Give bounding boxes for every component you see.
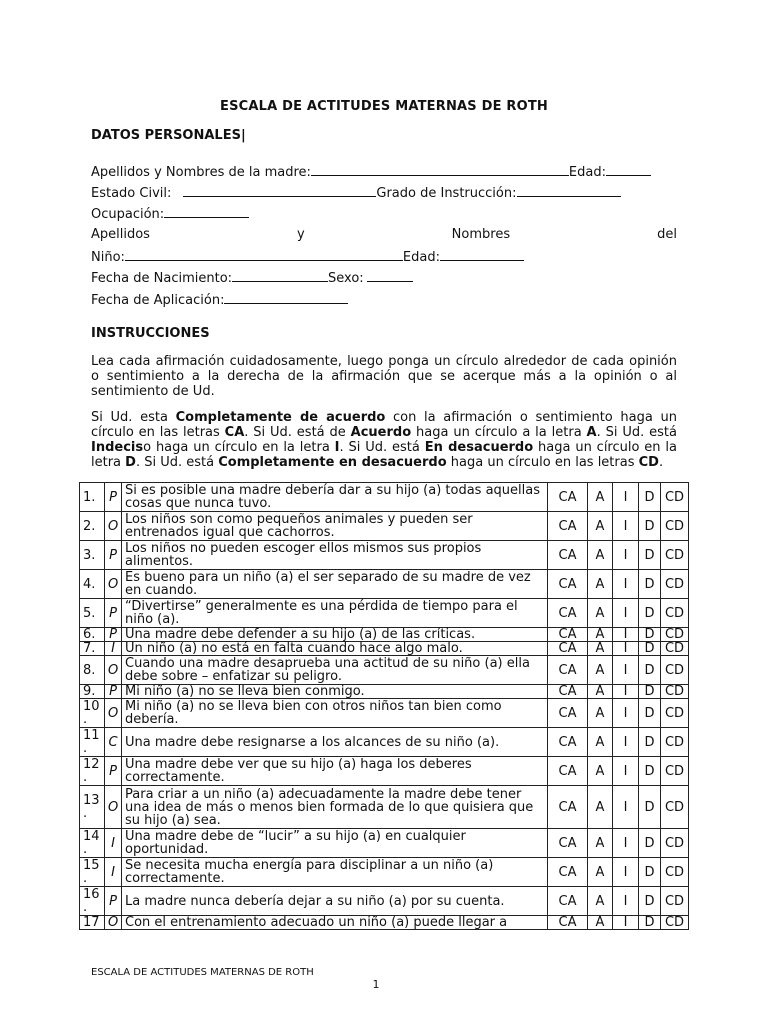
item-number: 17 — [80, 916, 105, 930]
option-a[interactable]: A — [588, 887, 613, 916]
item-statement: Una madre debe de “lucir” a su hijo (a) en cualquier oportunidad. — [122, 829, 548, 858]
item-row — [80, 656, 689, 685]
item-statement: “Divertirse” generalmente es una pérdida de tiempo para el niño (a). — [122, 599, 548, 628]
option-i[interactable]: I — [613, 887, 639, 916]
child-word-3: Nombres — [451, 227, 511, 242]
option-d[interactable]: D — [639, 685, 661, 699]
option-cd[interactable]: CD — [661, 699, 689, 728]
option-a[interactable]: A — [588, 483, 613, 512]
option-a[interactable]: A — [588, 599, 613, 628]
option-d[interactable]: D — [639, 916, 661, 930]
option-i[interactable]: I — [613, 483, 639, 512]
option-ca[interactable]: CA — [548, 916, 588, 930]
item-number: 14 . — [80, 829, 105, 858]
occupation-label: Ocupación: — [91, 207, 165, 222]
option-d[interactable]: D — [639, 829, 661, 858]
option-ca[interactable]: CA — [548, 512, 588, 541]
item-category: O — [105, 656, 122, 685]
item-number: 10 . — [80, 699, 105, 728]
sex-label: Sexo: — [328, 271, 364, 286]
p2-bold: Indecis — [91, 440, 144, 455]
option-d[interactable]: D — [639, 728, 661, 757]
option-i[interactable]: I — [613, 916, 639, 930]
p2-text: . — [658, 455, 664, 470]
option-d[interactable]: D — [639, 699, 661, 728]
item-category: O — [105, 699, 122, 728]
item-statement: La madre nunca debería dejar a su niño (a) por su cuenta. — [122, 887, 548, 916]
option-a[interactable]: A — [588, 541, 613, 570]
option-a[interactable]: A — [588, 685, 613, 699]
p2-text: . Si Ud. está — [596, 425, 677, 440]
item-category: I — [105, 858, 122, 887]
option-i[interactable]: I — [613, 757, 639, 786]
item-statement: Cuando una madre desaprueba una actitud de su niño (a) ella debe sobre – enfatizar su peligro. — [122, 656, 548, 685]
option-i[interactable]: I — [613, 829, 639, 858]
item-statement: Los niños son como pequeños animales y pueden ser entrenados igual que cachorros. — [122, 512, 548, 541]
option-i[interactable]: I — [613, 599, 639, 628]
instructions-heading: INSTRUCCIONES — [91, 326, 210, 341]
child-word-4: del — [657, 227, 677, 242]
p2-bold: CA — [224, 425, 245, 440]
item-row — [80, 628, 689, 642]
option-i[interactable]: I — [613, 699, 639, 728]
option-ca[interactable]: CA — [548, 483, 588, 512]
option-cd[interactable]: CD — [661, 512, 689, 541]
option-cd[interactable]: CD — [661, 656, 689, 685]
option-ca[interactable]: CA — [548, 829, 588, 858]
option-d[interactable]: D — [639, 757, 661, 786]
item-row — [80, 786, 689, 829]
item-row — [80, 887, 689, 916]
document-title: ESCALA DE ACTITUDES MATERNAS DE ROTH — [220, 99, 548, 114]
option-a[interactable]: A — [588, 728, 613, 757]
item-number: 4. — [80, 570, 105, 599]
option-cd[interactable]: CD — [661, 858, 689, 887]
option-i[interactable]: I — [613, 728, 639, 757]
child-name-label: Niño: — [91, 250, 125, 265]
item-row — [80, 599, 689, 628]
option-ca[interactable]: CA — [548, 570, 588, 599]
item-number: 7. — [80, 642, 105, 656]
sex-blank[interactable] — [367, 269, 413, 282]
option-d[interactable]: D — [639, 786, 661, 829]
option-cd[interactable]: CD — [661, 829, 689, 858]
child-age-blank[interactable] — [440, 248, 524, 261]
option-d[interactable]: D — [639, 512, 661, 541]
item-statement: Una madre debe defender a su hijo (a) de las críticas. — [122, 628, 548, 642]
option-ca[interactable]: CA — [548, 757, 588, 786]
p2-bold: Completamente de acuerdo — [175, 410, 386, 425]
education-blank[interactable] — [517, 184, 621, 197]
p2-bold: En desacuerdo — [424, 440, 534, 455]
option-a[interactable]: A — [588, 512, 613, 541]
item-row — [80, 685, 689, 699]
item-category: I — [105, 642, 122, 656]
item-row — [80, 858, 689, 887]
option-cd[interactable]: CD — [661, 685, 689, 699]
option-d[interactable]: D — [639, 656, 661, 685]
option-i[interactable]: I — [613, 541, 639, 570]
item-category: P — [105, 483, 122, 512]
item-number: 5. — [80, 599, 105, 628]
item-number: 6. — [80, 628, 105, 642]
item-number: 9. — [80, 685, 105, 699]
item-category: P — [105, 541, 122, 570]
option-ca[interactable]: CA — [548, 642, 588, 656]
option-d[interactable]: D — [639, 483, 661, 512]
option-cd[interactable]: CD — [661, 916, 689, 930]
item-category: O — [105, 570, 122, 599]
item-number: 11 . — [80, 728, 105, 757]
item-row — [80, 642, 689, 656]
option-i[interactable]: I — [613, 685, 639, 699]
p2-bold: Completamente en desacuerdo — [218, 455, 447, 470]
education-label: Grado de Instrucción: — [376, 186, 517, 201]
option-d[interactable]: D — [639, 541, 661, 570]
item-category: P — [105, 599, 122, 628]
item-statement: Mi niño (a) no se lleva bien con otros niños tan bien como debería. — [122, 699, 548, 728]
option-cd[interactable]: CD — [661, 599, 689, 628]
item-row — [80, 916, 689, 930]
application-date-blank[interactable] — [224, 291, 348, 304]
item-row — [80, 512, 689, 541]
item-statement: Un niño (a) no está en falta cuando hace algo malo. — [122, 642, 548, 656]
child-age-label: Edad: — [402, 250, 440, 265]
item-statement: Una madre debe ver que su hijo (a) haga los deberes correctamente. — [122, 757, 548, 786]
option-cd[interactable]: CD — [661, 541, 689, 570]
option-cd[interactable]: CD — [661, 728, 689, 757]
child-name-line — [91, 248, 524, 265]
p2-text: . Si Ud. está de — [244, 425, 351, 440]
option-d[interactable]: D — [639, 570, 661, 599]
item-statement: Mi niño (a) no se lleva bien conmigo. — [122, 685, 548, 699]
item-category: O — [105, 512, 122, 541]
option-ca[interactable]: CA — [548, 728, 588, 757]
item-row — [80, 829, 689, 858]
birth-date-blank[interactable] — [232, 269, 328, 282]
p2-text: haga un círculo en las letras — [446, 455, 639, 470]
p2-bold: Acuerdo — [350, 425, 412, 440]
item-number: 16 . — [80, 887, 105, 916]
p2-bold: D — [125, 455, 136, 470]
item-statement: Si es posible una madre debería dar a su hijo (a) todas aquellas cosas que nunca tuvo. — [122, 483, 548, 512]
option-cd[interactable]: CD — [661, 786, 689, 829]
item-statement: Una madre debe resignarse a los alcances de su niño (a). — [122, 728, 548, 757]
option-a[interactable]: A — [588, 699, 613, 728]
civil-status-line — [91, 184, 621, 201]
option-cd[interactable]: CD — [661, 483, 689, 512]
item-category: O — [105, 786, 122, 829]
item-category: C — [105, 728, 122, 757]
option-ca[interactable]: CA — [548, 699, 588, 728]
child-word-2: y — [296, 227, 305, 242]
item-statement: Se necesita mucha energía para disciplinar a un niño (a) correctamente. — [122, 858, 548, 887]
personal-data-heading: DATOS PERSONALES| — [91, 128, 246, 143]
items-table — [79, 482, 689, 930]
application-date-line — [91, 291, 348, 308]
mother-name-line — [91, 163, 651, 180]
instructions-paragraph-2 — [91, 410, 677, 470]
option-i[interactable]: I — [613, 570, 639, 599]
option-i[interactable]: I — [613, 858, 639, 887]
item-category: P — [105, 757, 122, 786]
child-name-words — [91, 227, 677, 242]
p2-text: o haga un círculo en la letra — [143, 440, 335, 455]
application-date-label: Fecha de Aplicación: — [91, 293, 225, 308]
item-row — [80, 728, 689, 757]
item-number: 3. — [80, 541, 105, 570]
p2-text: haga un círculo en la letra — [91, 440, 677, 470]
birth-date-label: Fecha de Nacimiento: — [91, 271, 233, 286]
item-statement: Con el entrenamiento adecuado un niño (a) puede llegar a — [122, 916, 548, 930]
option-ca[interactable]: CA — [548, 887, 588, 916]
option-a[interactable]: A — [588, 916, 613, 930]
item-statement: Los niños no pueden escoger ellos mismos sus propios alimentos. — [122, 541, 548, 570]
option-ca[interactable]: CA — [548, 656, 588, 685]
option-a[interactable]: A — [588, 656, 613, 685]
option-a[interactable]: A — [588, 628, 613, 642]
option-a[interactable]: A — [588, 829, 613, 858]
option-ca[interactable]: CA — [548, 628, 588, 642]
occupation-line — [91, 205, 249, 222]
option-cd[interactable]: CD — [661, 757, 689, 786]
item-row — [80, 570, 689, 599]
option-ca[interactable]: CA — [548, 541, 588, 570]
option-ca[interactable]: CA — [548, 858, 588, 887]
p2-text: haga un círculo a la letra — [411, 425, 587, 440]
mother-age-label: Edad: — [568, 165, 606, 180]
p2-text: . Si Ud. está — [135, 455, 219, 470]
item-row — [80, 483, 689, 512]
item-number: 13 . — [80, 786, 105, 829]
item-category: P — [105, 685, 122, 699]
mother-age-blank[interactable] — [606, 163, 651, 176]
item-row — [80, 541, 689, 570]
item-category: P — [105, 628, 122, 642]
item-statement: Para criar a un niño (a) adecuadamente la madre debe tener una idea de más o menos bien formada de lo que quisiera que su hijo (a) sea. — [122, 786, 548, 829]
option-a[interactable]: A — [588, 570, 613, 599]
option-ca[interactable]: CA — [548, 599, 588, 628]
item-number: 12 . — [80, 757, 105, 786]
option-d[interactable]: D — [639, 642, 661, 656]
option-i[interactable]: I — [613, 512, 639, 541]
child-word-1: Apellidos — [91, 227, 150, 242]
option-cd[interactable]: CD — [661, 570, 689, 599]
option-d[interactable]: D — [639, 858, 661, 887]
p2-text: . Si Ud. está — [339, 440, 425, 455]
civil-status-blank[interactable] — [183, 184, 376, 197]
item-row — [80, 757, 689, 786]
option-a[interactable]: A — [588, 642, 613, 656]
civil-status-label: Estado Civil: — [91, 186, 172, 201]
child-name-blank[interactable] — [125, 248, 403, 261]
item-number: 8. — [80, 656, 105, 685]
option-i[interactable]: I — [613, 786, 639, 829]
item-number: 1. — [80, 483, 105, 512]
item-category: P — [105, 887, 122, 916]
item-row — [80, 699, 689, 728]
option-i[interactable]: I — [613, 642, 639, 656]
mother-name-label: Apellidos y Nombres de la madre: — [91, 165, 311, 180]
instructions-paragraph-1: Lea cada afirmación cuidadosamente, luego ponga un círculo alrededor de cada opinión o sentimiento a la derecha de la afirmación que se acerque más a la opinión o al sentimiento de Ud. — [91, 354, 677, 399]
p2-text: con la afirmación o sentimiento haga un círculo en las letras — [91, 410, 677, 440]
option-ca[interactable]: CA — [548, 685, 588, 699]
item-number: 2. — [80, 512, 105, 541]
option-d[interactable]: D — [639, 599, 661, 628]
item-category: O — [105, 916, 122, 930]
p2-bold: CD — [638, 455, 659, 470]
p2-text: Si Ud. esta — [91, 410, 176, 425]
option-a[interactable]: A — [588, 786, 613, 829]
option-cd[interactable]: CD — [661, 887, 689, 916]
page-number: 1 — [372, 978, 380, 991]
option-d[interactable]: D — [639, 887, 661, 916]
birth-date-line — [91, 269, 413, 286]
option-ca[interactable]: CA — [548, 786, 588, 829]
footer-text: ESCALA DE ACTITUDES MATERNAS DE ROTH — [91, 967, 314, 978]
mother-name-blank[interactable] — [311, 163, 569, 176]
p2-bold: I — [334, 440, 340, 455]
option-cd[interactable]: CD — [661, 642, 689, 656]
item-category: I — [105, 829, 122, 858]
p2-bold: A — [586, 425, 597, 440]
option-d[interactable]: D — [639, 628, 661, 642]
option-i[interactable]: I — [613, 656, 639, 685]
option-a[interactable]: A — [588, 858, 613, 887]
occupation-blank[interactable] — [164, 205, 249, 218]
item-statement: Es bueno para un niño (a) el ser separado de su madre de vez en cuando. — [122, 570, 548, 599]
option-a[interactable]: A — [588, 757, 613, 786]
item-number: 15 . — [80, 858, 105, 887]
option-cd[interactable]: CD — [661, 628, 689, 642]
option-i[interactable]: I — [613, 628, 639, 642]
